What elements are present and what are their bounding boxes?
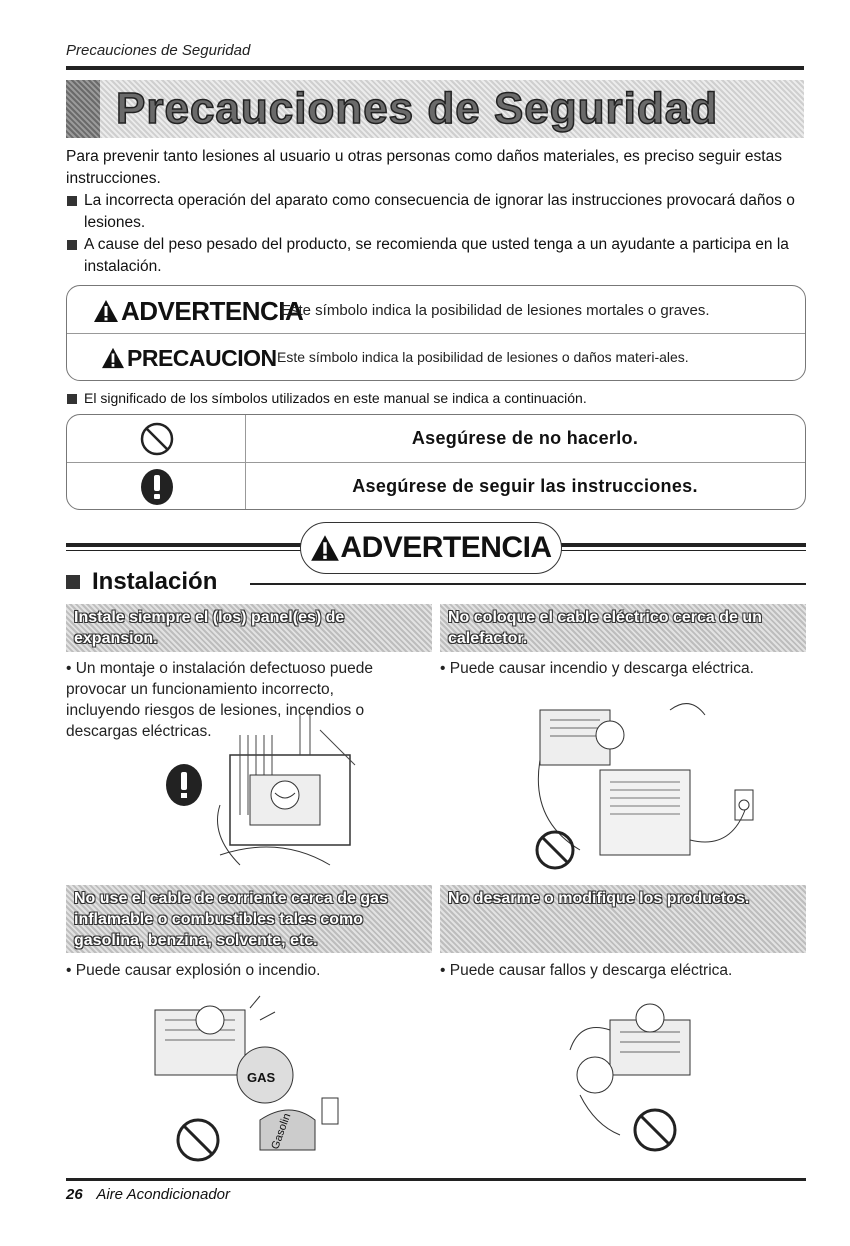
- heater-cable-illustration: [520, 690, 770, 880]
- intro-bullet: [66, 190, 806, 234]
- footer: [66, 1186, 230, 1203]
- warning-description: • Puede causar explosión o incendio.: [66, 962, 321, 979]
- intro-bullet-text: A cause del peso pesado del producto, se recomienda que usted tenga a un ayudante a participa en la instalación.: [84, 236, 789, 275]
- warning-label: ADVERTENCIA: [121, 295, 304, 326]
- bullet-square-icon: [67, 240, 77, 250]
- meaning-note: El significado de los símbolos utilizados en este manual se indica a continuación.: [66, 390, 587, 406]
- warning-description: Este símbolo indica la posibilidad de lesiones mortales o graves.: [281, 302, 710, 319]
- symbol-divider: [67, 333, 805, 334]
- footer-rule: [66, 1178, 806, 1181]
- disassembly-illustration: [560, 990, 710, 1165]
- meaning-row-text: Asegúrese de seguir las instrucciones.: [352, 476, 698, 496]
- intro-bullet-text: La incorrecta operación del aparato como consecuencia de ignorar las instrucciones provocará daños o lesiones.: [84, 192, 795, 231]
- advertencia-label: ADVERTENCIA: [340, 531, 552, 564]
- caution-label: PRECAUCION: [127, 344, 277, 371]
- warning-symbol-row: [79, 288, 303, 334]
- caution-symbol-row: [79, 335, 277, 381]
- gas-cable-illustration: [150, 990, 360, 1165]
- symbol-legend-box: [66, 285, 806, 381]
- installation-illustration: [160, 705, 390, 875]
- warning-triangle-icon: [93, 299, 119, 323]
- section-square-icon: [66, 575, 80, 589]
- meaning-row-text: Asegúrese de no hacerlo.: [411, 428, 639, 448]
- symbol-meaning-table: [66, 414, 806, 510]
- bullet-square-icon: [67, 196, 77, 206]
- warning-description: • Puede causar fallos y descarga eléctrica.: [440, 962, 733, 979]
- running-header: Precauciones de Seguridad: [66, 42, 251, 59]
- section-rule: [250, 583, 806, 585]
- caution-description: Este símbolo indica la posibilidad de lesiones o daños materi-ales.: [277, 349, 689, 365]
- intro-bullet: [66, 234, 806, 278]
- warning-description: • Un montaje o instalación defectuoso puede provocar un funcionamiento incorrecto, incluyendo riesgos de lesiones, incendios o descargas eléctricas.: [66, 660, 374, 740]
- warning-triangle-icon: [310, 534, 340, 562]
- section-heading: Instalación: [66, 568, 217, 596]
- warning-title: No coloque el cable eléctrico cerca de un calefactor.: [440, 604, 806, 652]
- gas-label: GAS: [247, 1070, 276, 1085]
- warning-title: No use el cable de corriente cerca de gas inflamable o combustibles tales como gasolina, benzina, solvente, etc.: [66, 885, 432, 953]
- warning-title: No desarme o modifique los productos.: [440, 885, 806, 953]
- intro: [66, 146, 806, 278]
- mandatory-icon: [139, 468, 175, 506]
- prohibition-icon: [139, 421, 175, 457]
- title-band: [66, 80, 804, 138]
- footer-title: Aire Acondicionador: [96, 1186, 231, 1203]
- advertencia-banner: [300, 522, 562, 574]
- intro-paragraph: Para prevenir tanto lesiones al usuario u otras personas como daños materiales, es preciso seguir estas instrucciones.: [66, 148, 782, 187]
- warning-title: Instale siempre el (los) panel(es) de expansion.: [66, 604, 432, 652]
- bullet-square-icon: [67, 394, 77, 404]
- caution-triangle-icon: [101, 347, 125, 369]
- warning-description: • Puede causar incendio y descarga eléctrica.: [440, 660, 754, 677]
- page-title: Precauciones de Seguridad: [116, 84, 719, 133]
- title-tab: [66, 80, 100, 138]
- page-number: 26: [66, 1186, 83, 1203]
- gasolin-label: Gasolin: [269, 1111, 294, 1151]
- header-rule: [66, 66, 804, 70]
